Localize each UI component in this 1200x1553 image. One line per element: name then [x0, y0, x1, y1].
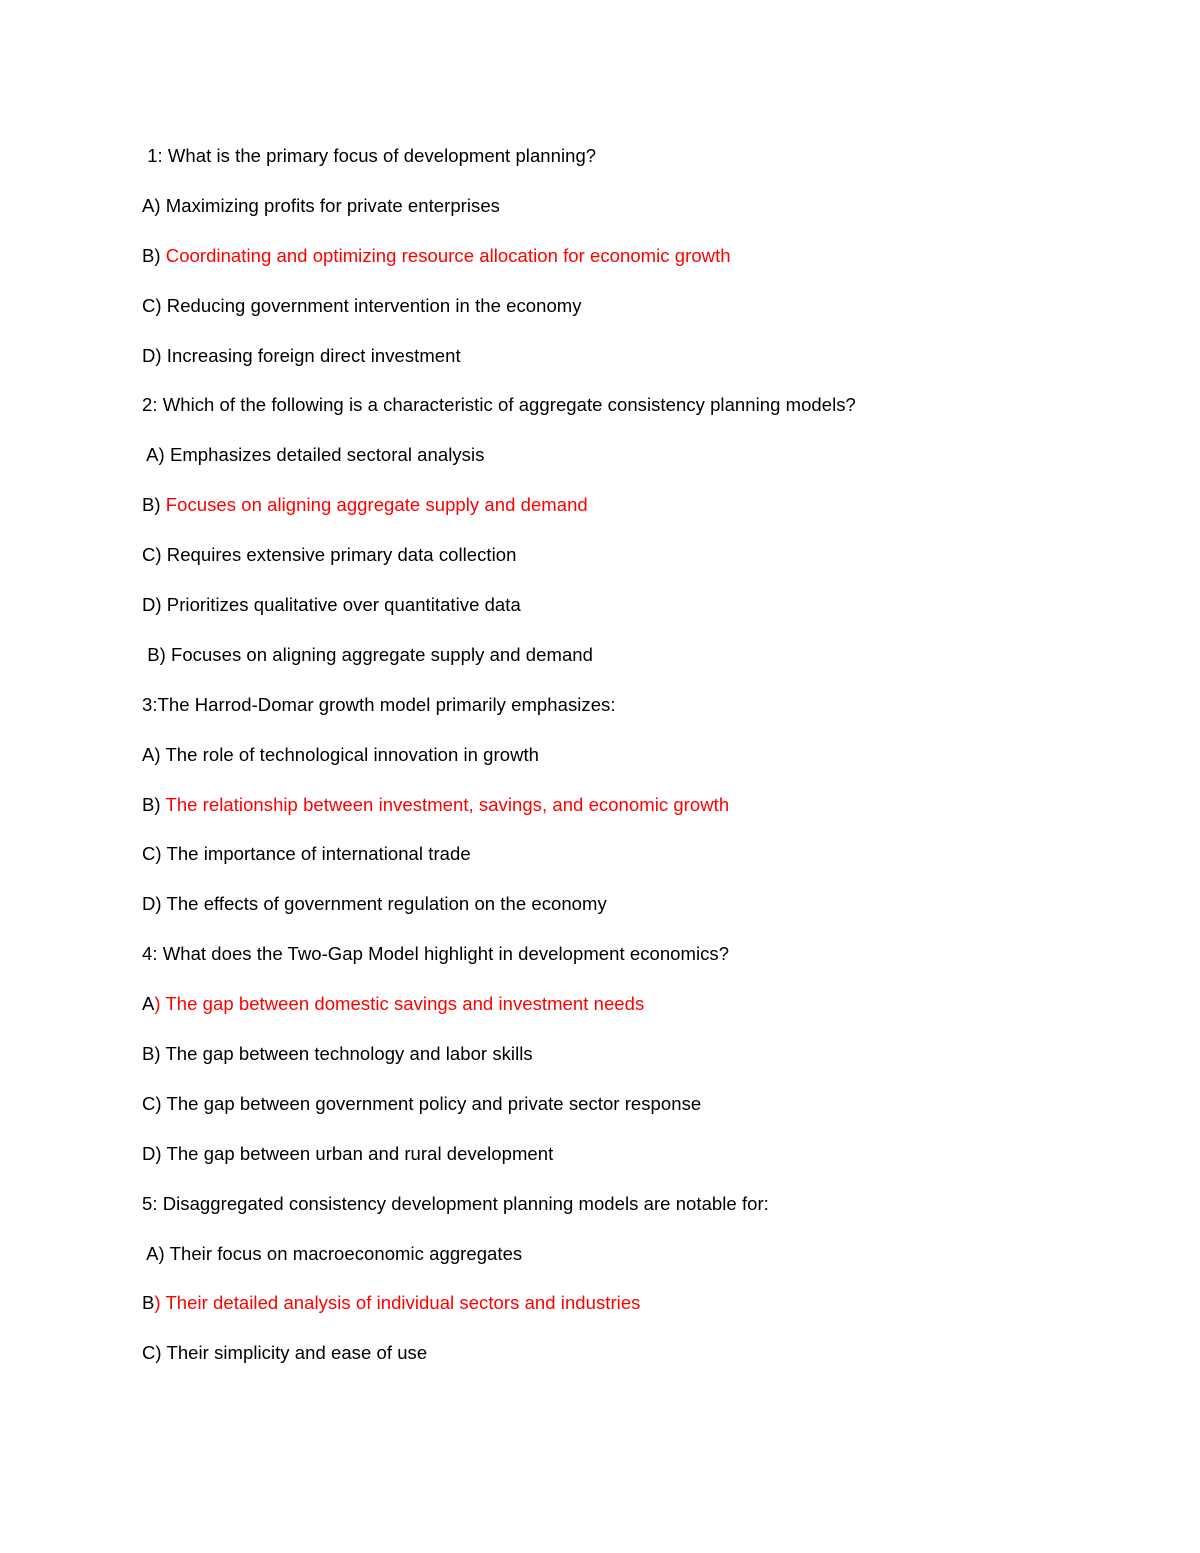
- question-3-text: 3:The Harrod-Domar growth model primarily emphasizes:: [142, 693, 616, 715]
- question-3-option-d: D) The effects of government regulation on the economy: [142, 893, 607, 915]
- question-1-text: 1: What is the primary focus of development planning?: [142, 145, 597, 166]
- question-3-option-a: A) The role of technological innovation in growth: [142, 743, 540, 765]
- question-4-text: 4: What does the Two-Gap Model highlight in development economics?: [142, 943, 730, 965]
- question-5-text: 5: Disaggregated consistency development planning models are notable for:: [142, 1192, 769, 1214]
- question-4-option-a: [142, 991, 1102, 1041]
- option-prefix: B): [142, 494, 166, 516]
- question-2-option-b: [142, 492, 1102, 542]
- correct-answer-text: ) The gap between domestic savings and investment needs: [154, 993, 645, 1015]
- option-prefix: A: [142, 993, 155, 1015]
- option-prefix: B): [142, 793, 166, 815]
- question-1-option-c: C) Reducing government intervention in the economy: [142, 294, 582, 316]
- option-prefix: B: [142, 1292, 155, 1314]
- question-3-option-b: [142, 792, 1102, 842]
- document-body: [142, 143, 1102, 1390]
- question-2-answer: B) Focuses on aligning aggregate supply and demand: [142, 643, 593, 665]
- question-2-option-a: A) Emphasizes detailed sectoral analysis: [142, 444, 485, 466]
- option-prefix: B): [142, 244, 166, 266]
- question-5-option-c: C) Their simplicity and ease of use: [142, 1342, 428, 1364]
- question-1-option-d: D) Increasing foreign direct investment: [142, 344, 461, 366]
- question-5-option-b: [142, 1290, 1102, 1340]
- question-4-option-c: C) The gap between government policy and private sector response: [142, 1092, 702, 1114]
- question-1-option-a: A) Maximizing profits for private enterprises: [142, 194, 500, 216]
- question-4-option-b: B) The gap between technology and labor skills: [142, 1043, 533, 1065]
- question-1-option-b: [142, 243, 1102, 293]
- question-5-option-a: A) Their focus on macroeconomic aggregates: [142, 1242, 523, 1264]
- question-4-option-d: D) The gap between urban and rural development: [142, 1142, 554, 1164]
- correct-answer-text: ) Their detailed analysis of individual sectors and industries: [154, 1292, 641, 1314]
- correct-answer-text: Coordinating and optimizing resource allocation for economic growth: [165, 244, 731, 266]
- correct-answer-text: Focuses on aligning aggregate supply and demand: [165, 494, 588, 516]
- correct-answer-text: The relationship between investment, savings, and economic growth: [165, 793, 730, 815]
- question-2-option-c: C) Requires extensive primary data collection: [142, 544, 517, 566]
- question-2-option-d: D) Prioritizes qualitative over quantitative data: [142, 594, 521, 616]
- question-3-option-c: C) The importance of international trade: [142, 843, 471, 865]
- question-2-text: 2: Which of the following is a characteristic of aggregate consistency planning models?: [142, 394, 856, 416]
